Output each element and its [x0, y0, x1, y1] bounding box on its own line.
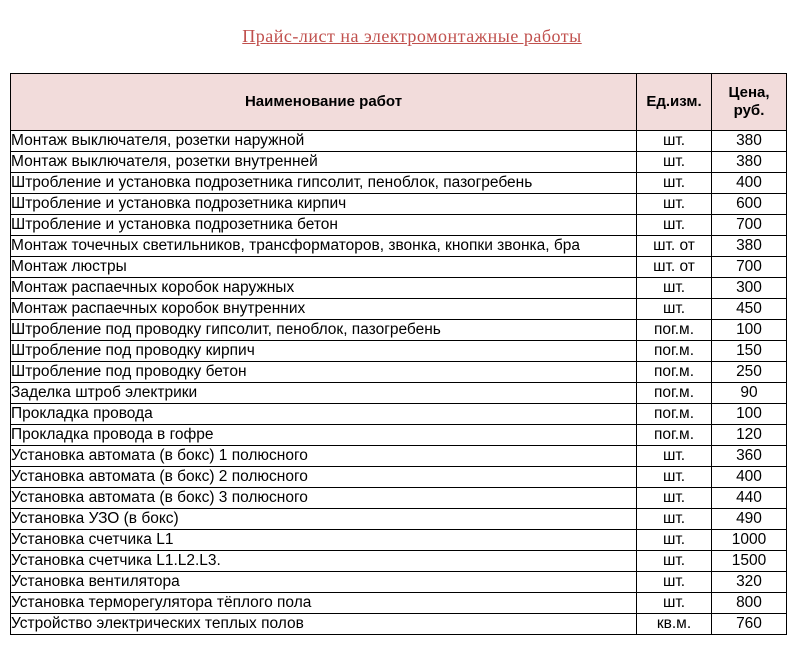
- row-unit-cell: шт.: [637, 173, 712, 194]
- row-unit-cell: шт.: [637, 593, 712, 614]
- row-unit-cell: пог.м.: [637, 320, 712, 341]
- table-row: [11, 572, 787, 593]
- row-unit-cell: шт.: [637, 299, 712, 320]
- row-price-cell: 150: [712, 341, 787, 362]
- table-row: [11, 173, 787, 194]
- header-unit: Ед.изм.: [637, 74, 712, 131]
- header-price: Цена, руб.: [712, 74, 787, 131]
- row-name-cell: Штробление под проводку кирпич: [11, 341, 637, 362]
- row-price-cell: 400: [712, 467, 787, 488]
- row-price-cell: 320: [712, 572, 787, 593]
- row-unit-cell: шт.: [637, 467, 712, 488]
- row-price-cell: 300: [712, 278, 787, 299]
- row-unit-cell: шт.: [637, 446, 712, 467]
- row-name-cell: Установка терморегулятора тёплого пола: [11, 593, 637, 614]
- table-row: [11, 236, 787, 257]
- row-name-cell: Штробление под проводку бетон: [11, 362, 637, 383]
- row-price-cell: 700: [712, 257, 787, 278]
- row-price-cell: 100: [712, 404, 787, 425]
- table-row: [11, 593, 787, 614]
- table-row: [11, 152, 787, 173]
- row-name-cell: Установка вентилятора: [11, 572, 637, 593]
- row-unit-cell: пог.м.: [637, 362, 712, 383]
- table-row: [11, 404, 787, 425]
- row-price-cell: 450: [712, 299, 787, 320]
- page-title: Прайс-лист на электромонтажные работы: [242, 26, 582, 46]
- row-name-cell: Штробление и установка подрозетника кирпич: [11, 194, 637, 215]
- row-unit-cell: пог.м.: [637, 404, 712, 425]
- row-price-cell: 380: [712, 131, 787, 152]
- table-row: [11, 551, 787, 572]
- table-row: [11, 299, 787, 320]
- row-unit-cell: шт.: [637, 215, 712, 236]
- table-row: [11, 257, 787, 278]
- row-unit-cell: шт.: [637, 530, 712, 551]
- table-row: [11, 131, 787, 152]
- row-unit-cell: шт.: [637, 488, 712, 509]
- row-price-cell: 380: [712, 152, 787, 173]
- table-row: [11, 509, 787, 530]
- row-name-cell: Монтаж распаечных коробок внутренних: [11, 299, 637, 320]
- row-name-cell: Заделка штроб электрики: [11, 383, 637, 404]
- row-unit-cell: шт.: [637, 131, 712, 152]
- row-unit-cell: шт.: [637, 572, 712, 593]
- table-row: [11, 530, 787, 551]
- row-unit-cell: шт.: [637, 152, 712, 173]
- row-price-cell: 100: [712, 320, 787, 341]
- row-name-cell: Установка автомата (в бокс) 3 полюсного: [11, 488, 637, 509]
- row-name-cell: Установка счетчика L1.L2.L3.: [11, 551, 637, 572]
- row-name-cell: Штробление и установка подрозетника бетон: [11, 215, 637, 236]
- row-unit-cell: пог.м.: [637, 383, 712, 404]
- row-name-cell: Установка счетчика L1: [11, 530, 637, 551]
- row-price-cell: 120: [712, 425, 787, 446]
- header-name: Наименование работ: [11, 74, 637, 131]
- row-price-cell: 90: [712, 383, 787, 404]
- table-row: [11, 446, 787, 467]
- row-price-cell: 250: [712, 362, 787, 383]
- row-name-cell: Прокладка провода: [11, 404, 637, 425]
- row-name-cell: Монтаж точечных светильников, трансформаторов, звонка, кнопки звонка, бра: [11, 236, 637, 257]
- row-price-cell: 490: [712, 509, 787, 530]
- row-name-cell: Установка автомата (в бокс) 2 полюсного: [11, 467, 637, 488]
- row-price-cell: 800: [712, 593, 787, 614]
- row-unit-cell: кв.м.: [637, 614, 712, 635]
- row-name-cell: Монтаж выключателя, розетки наружной: [11, 131, 637, 152]
- row-unit-cell: шт.: [637, 551, 712, 572]
- row-price-cell: 360: [712, 446, 787, 467]
- table-row: [11, 341, 787, 362]
- row-name-cell: Устройство электрических теплых полов: [11, 614, 637, 635]
- table-row: [11, 614, 787, 635]
- table-row: [11, 194, 787, 215]
- row-price-cell: 700: [712, 215, 787, 236]
- table-row: [11, 278, 787, 299]
- row-name-cell: Штробление и установка подрозетника гипсолит, пеноблок, пазогребень: [11, 173, 637, 194]
- table-row: [11, 467, 787, 488]
- row-price-cell: 440: [712, 488, 787, 509]
- table-row: [11, 488, 787, 509]
- row-price-cell: 1500: [712, 551, 787, 572]
- row-name-cell: Штробление под проводку гипсолит, пеноблок, пазогребень: [11, 320, 637, 341]
- row-unit-cell: пог.м.: [637, 425, 712, 446]
- row-unit-cell: шт.: [637, 278, 712, 299]
- row-name-cell: Прокладка провода в гофре: [11, 425, 637, 446]
- table-header-row: [11, 74, 787, 131]
- row-name-cell: Монтаж распаечных коробок наружных: [11, 278, 637, 299]
- row-price-cell: 600: [712, 194, 787, 215]
- table-row: [11, 383, 787, 404]
- row-unit-cell: шт. от: [637, 236, 712, 257]
- row-unit-cell: шт.: [637, 509, 712, 530]
- row-unit-cell: пог.м.: [637, 341, 712, 362]
- table-row: [11, 425, 787, 446]
- row-price-cell: 380: [712, 236, 787, 257]
- row-unit-cell: шт. от: [637, 257, 712, 278]
- row-name-cell: Монтаж выключателя, розетки внутренней: [11, 152, 637, 173]
- row-unit-cell: шт.: [637, 194, 712, 215]
- table-row: [11, 320, 787, 341]
- row-name-cell: Установка УЗО (в бокс): [11, 509, 637, 530]
- table-body: [11, 131, 787, 635]
- price-table: [10, 73, 787, 635]
- table-row: [11, 215, 787, 236]
- row-price-cell: 1000: [712, 530, 787, 551]
- row-price-cell: 400: [712, 173, 787, 194]
- table-row: [11, 362, 787, 383]
- row-name-cell: Монтаж люстры: [11, 257, 637, 278]
- row-price-cell: 760: [712, 614, 787, 635]
- row-name-cell: Установка автомата (в бокс) 1 полюсного: [11, 446, 637, 467]
